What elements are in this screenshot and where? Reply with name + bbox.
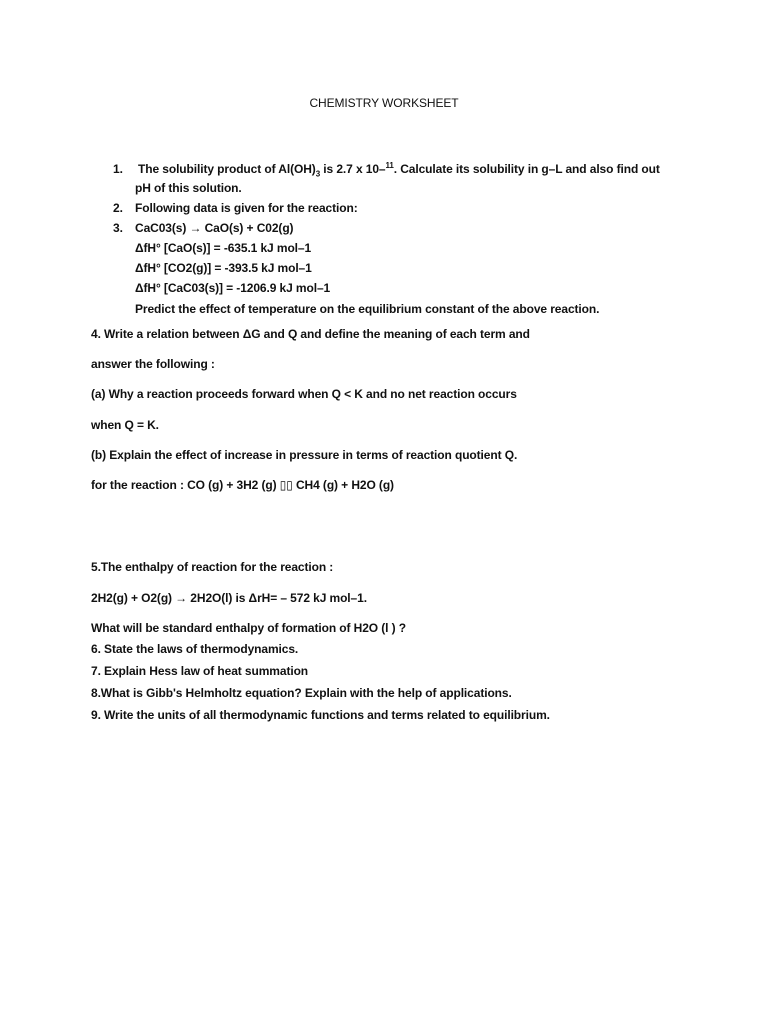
question-5-line-3: What will be standard enthalpy of formation of H2O (l ) ? <box>91 621 406 635</box>
question-3-data-line-2: ΔfH° [CO2(g)] = -393.5 kJ mol–1 <box>135 261 312 275</box>
question-1-text-c: . Calculate its solubility in g–L and also find out <box>393 162 660 176</box>
question-9: 9. Write the units of all thermodynamic functions and terms related to equilibrium. <box>91 708 550 722</box>
question-4-line-4: when Q = K. <box>91 418 159 432</box>
question-2-text: Following data is given for the reaction: <box>135 201 358 215</box>
question-4-line-5: (b) Explain the effect of increase in pressure in terms of reaction quotient Q. <box>91 448 518 462</box>
question-3-data-line-1: ΔfH° [CaO(s)] = -635.1 kJ mol–1 <box>135 241 312 255</box>
question-1-line-2: pH of this solution. <box>135 181 242 195</box>
question-1-text-a: The solubility product of Al(OH) <box>138 162 316 176</box>
question-1-line-1 <box>138 161 660 177</box>
question-4-line-6: for the reaction : CO (g) + 3H2 (g) ▯▯ CH4 (g) + H2O (g) <box>91 478 394 492</box>
list-number: 2. <box>113 201 124 215</box>
question-4-line-3: (a) Why a reaction proceeds forward when Q < K and no net reaction occurs <box>91 387 517 401</box>
question-8: 8.What is Gibb's Helmholtz equation? Explain with the help of applications. <box>91 686 512 700</box>
question-3-predict: Predict the effect of temperature on the equilibrium constant of the above reaction. <box>135 302 600 316</box>
question-1-subscript: 3 <box>315 169 321 179</box>
question-3-data-line-3: ΔfH° [CaC03(s)] = -1206.9 kJ mol–1 <box>135 281 331 295</box>
question-4-line-1: 4. Write a relation between ΔG and Q and define the meaning of each term and <box>91 327 530 341</box>
list-number: 1. <box>113 162 124 176</box>
question-5-line-1: 5.The enthalpy of reaction for the reaction : <box>91 560 334 574</box>
question-6: 6. State the laws of thermodynamics. <box>91 642 299 656</box>
question-1-superscript: 11 <box>385 161 394 170</box>
question-1-text-b: is 2.7 x 10– <box>320 162 386 176</box>
page-title: CHEMISTRY WORKSHEET <box>309 96 459 110</box>
question-7: 7. Explain Hess law of heat summation <box>91 664 309 678</box>
question-5-line-2: 2H2(g) + O2(g) → 2H2O(l) is ΔrH= – 572 kJ mol–1. <box>91 591 367 605</box>
question-4-line-2: answer the following : <box>91 357 215 371</box>
question-3-reaction: CaC03(s) → CaO(s) + C02(g) <box>135 221 294 235</box>
list-number: 3. <box>113 221 124 235</box>
